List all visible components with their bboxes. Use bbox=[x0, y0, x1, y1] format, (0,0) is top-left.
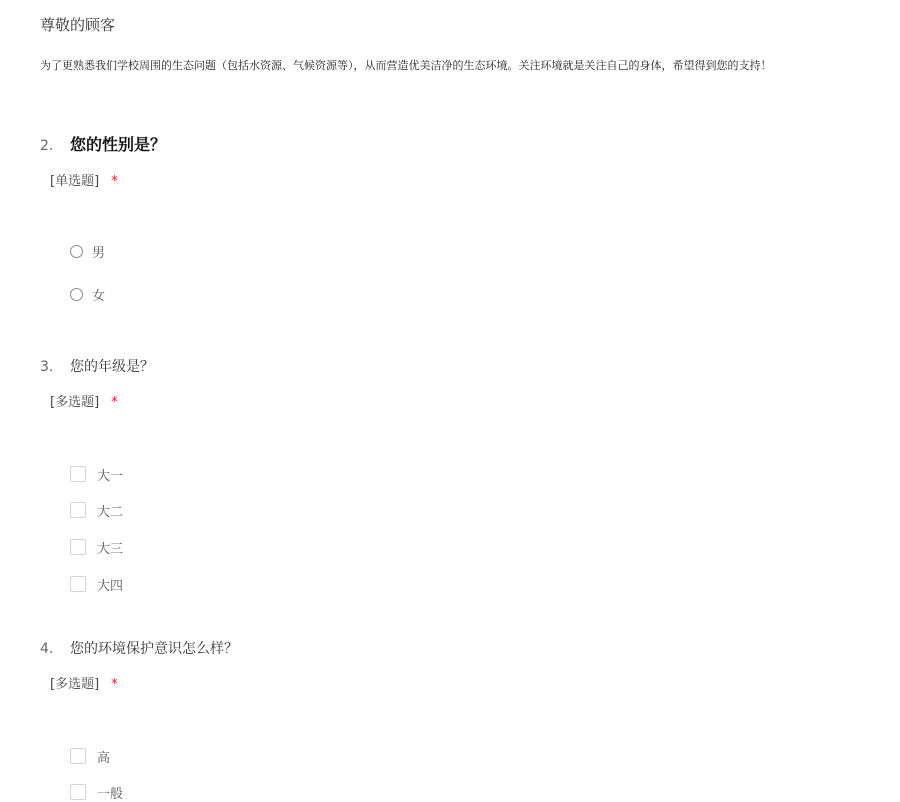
required-mark: * bbox=[111, 174, 118, 189]
checkbox[interactable] bbox=[70, 576, 86, 592]
option-grade-2[interactable] bbox=[70, 500, 123, 520]
question-4-title: 您的环境保护意识怎么样？ bbox=[70, 641, 238, 657]
question-4-number: 4. bbox=[40, 641, 54, 657]
question-type-label: [多选题] bbox=[50, 395, 100, 410]
question-2-title: 您的性别是？ bbox=[70, 135, 167, 154]
checkbox[interactable] bbox=[70, 539, 86, 555]
survey-intro: 为了更熟悉我们学校周围的生态问题（包括水资源、气候资源等），从而营造优美洁净的生态环境。关注环境就是关注自己的身体，希望得到您的支持！ bbox=[40, 59, 772, 72]
option-grade-4[interactable] bbox=[70, 574, 123, 594]
option-label: 大二 bbox=[97, 504, 124, 520]
question-3-number: 3. bbox=[40, 359, 54, 375]
option-label: 大一 bbox=[97, 468, 124, 484]
radio-button[interactable] bbox=[70, 245, 83, 258]
option-grade-3[interactable] bbox=[70, 537, 123, 557]
required-mark: * bbox=[111, 677, 118, 692]
option-label: 大三 bbox=[97, 541, 124, 557]
question-type-label: [多选题] bbox=[50, 677, 100, 692]
option-grade-1[interactable] bbox=[70, 464, 123, 484]
option-label: 女 bbox=[92, 288, 106, 304]
checkbox[interactable] bbox=[70, 784, 86, 800]
option-label: 高 bbox=[97, 750, 111, 766]
checkbox[interactable] bbox=[70, 502, 86, 518]
checkbox[interactable] bbox=[70, 748, 86, 764]
question-3-title: 您的年级是？ bbox=[70, 359, 154, 375]
option-label: 一般 bbox=[97, 786, 124, 802]
option-label: 大四 bbox=[97, 578, 124, 594]
option-male[interactable] bbox=[70, 241, 105, 261]
question-3-type bbox=[50, 394, 118, 412]
question-2-number: 2. bbox=[40, 138, 54, 154]
option-label: 男 bbox=[92, 245, 106, 261]
question-4-type bbox=[50, 676, 118, 694]
option-female[interactable] bbox=[70, 284, 105, 304]
checkbox[interactable] bbox=[70, 466, 86, 482]
question-type-label: [单选题] bbox=[50, 174, 100, 189]
option-awareness-high[interactable] bbox=[70, 746, 110, 766]
radio-button[interactable] bbox=[70, 288, 83, 301]
survey-greeting: 尊敬的顾客 bbox=[40, 16, 116, 34]
required-mark: * bbox=[111, 395, 118, 410]
question-2-type bbox=[50, 173, 118, 191]
option-awareness-average[interactable] bbox=[70, 782, 123, 802]
